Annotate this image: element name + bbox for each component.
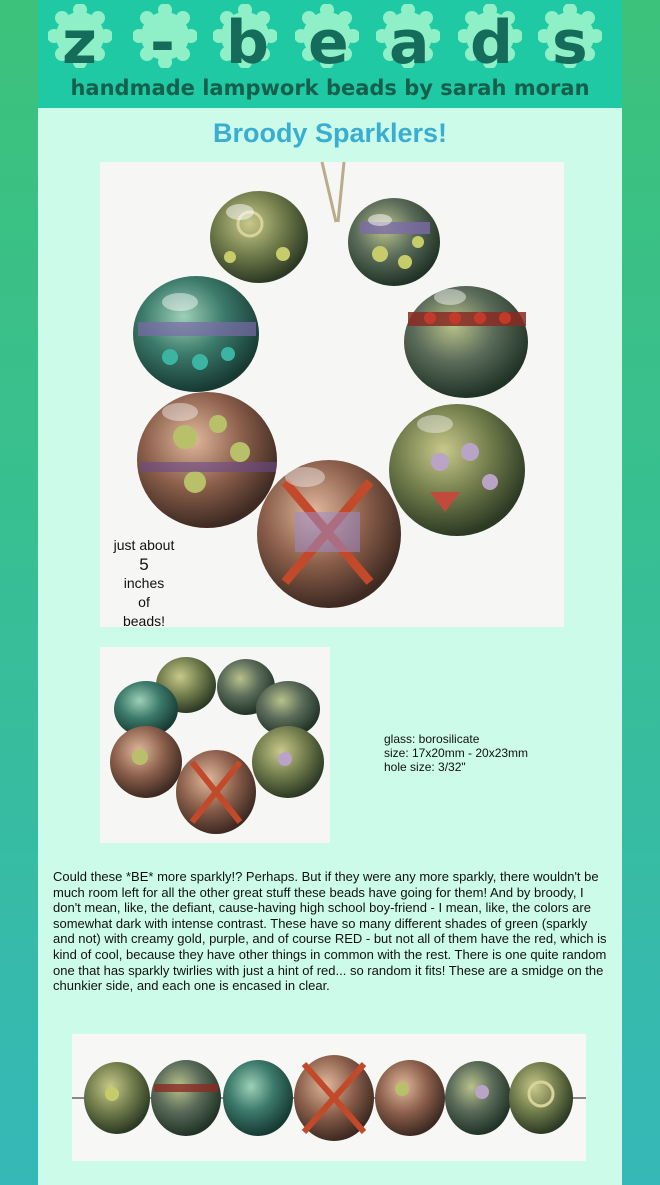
caption-line: beads! [122,613,166,629]
logo-letter: b [226,8,269,78]
bead-strand-illustration [72,1034,586,1161]
caption-line: inches [123,575,165,591]
logo-letter: a [389,8,430,78]
spec-hole: hole size: 3/32" [384,760,466,774]
page-title: Broody Sparklers! [212,118,448,148]
bead-ring-thumbnail [100,647,330,843]
photo-caption [104,536,184,631]
logo-letter: z [62,8,97,78]
logo-letter: e [308,8,349,78]
bead-description: Could these *BE* more sparkly!? Perhaps. But if they were any more sparkly, there wouldn't be much room left for all the other great stuff these beads have going for them! And by broody, I don't mean, like, the defiant, cause-having high school boy-friend - I mean, like, the colors are somewhat dark with intense contrast. These have so many different shades of green (sparkly and not) with creamy gold, purple, and of course RED - but not all of them have the red, which is kind of cool, because they have other things in common with the rest. There is one quite random one that has sparkly twirlies with just a hint of red... so random it fits! These are a smidge on the chunkier side, and each one is encased in clear. [53,869,607,994]
bead-specs [384,732,528,774]
site-tagline: handmade lampwork beads by sarah moran [70,76,590,100]
spec-size: size: 17x20mm - 20x23mm [384,746,529,760]
bead-strand-photo [72,1034,586,1161]
spec-glass: glass: borosilicate [384,732,480,746]
logo-letter: d [470,8,513,78]
logo-letter: s [552,8,588,78]
bead-ring-thumbnail-illustration [100,647,330,843]
page-content [38,0,622,1185]
site-banner[interactable] [38,0,622,108]
caption-line: of [138,594,150,610]
bead-ring-photo [100,162,564,627]
caption-line: just about [113,537,175,553]
caption-number: 5 [139,555,149,574]
logo-letter: - [150,8,175,78]
